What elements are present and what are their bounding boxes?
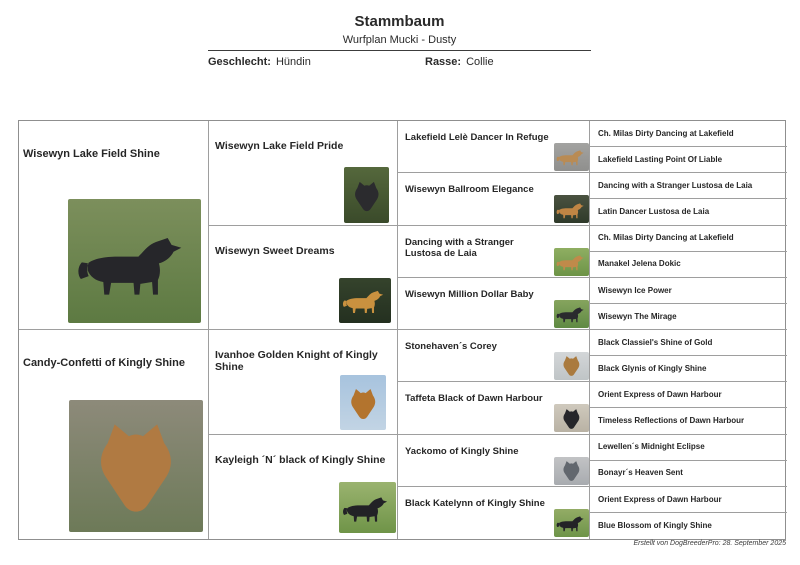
dog-name: Orient Express of Dawn Harbour (598, 390, 722, 400)
dog-photo (339, 278, 391, 323)
dog-name: Yackomo of Kingly Shine (405, 445, 519, 457)
pedigree-table (18, 120, 786, 540)
dog-name: Stonehaven´s Corey (405, 341, 497, 352)
pedigree-cell-gen2-4 (209, 435, 398, 540)
pedigree-cell-gen3-2 (398, 173, 590, 225)
dog-name: Wisewyn Sweet Dreams (215, 244, 335, 257)
dog-name: Wisewyn The Mirage (598, 311, 677, 321)
dog-photo (554, 300, 589, 328)
pedigree-cell-gen3-4 (398, 278, 590, 330)
pedigree-cell-gen3-5 (398, 330, 590, 382)
dog-silhouette-icon (342, 283, 388, 322)
dog-name: Ch. Milas Dirty Dancing at Lakefield (598, 128, 734, 138)
dog-photo (554, 404, 589, 432)
pedigree-cell-gen3-3 (398, 226, 590, 278)
header-divider (208, 50, 591, 51)
dog-name: Black Classiel's Shine of Gold (598, 337, 713, 347)
pedigree-cell-gen4-6 (590, 252, 787, 278)
dog-name: Lakefield Lasting Point Of Liable (598, 154, 723, 164)
dog-name: Bonayr´s Heaven Sent (598, 468, 683, 478)
dog-silhouette-icon (76, 214, 193, 321)
dog-silhouette-icon (342, 488, 392, 532)
pedigree-cell-gen4-8 (590, 304, 787, 330)
dog-name: Wisewyn Ice Power (598, 285, 672, 295)
pedigree-cell-gen4-12 (590, 408, 787, 434)
dog-photo (68, 199, 201, 323)
report-footer: Erstellt von DogBreederPro: 28. September 2025 (633, 540, 786, 547)
pedigree-cell-gen3-7 (398, 435, 590, 487)
dog-photo (339, 482, 396, 533)
dog-name: Ch. Milas Dirty Dancing at Lakefield (598, 233, 734, 243)
sex-label: Geschlecht: (208, 56, 271, 68)
dog-silhouette-icon (556, 146, 587, 170)
dog-name: Timeless Reflections of Dawn Harbour (598, 416, 745, 426)
dog-name: Kayleigh ´N´ black of Kingly Shine (215, 453, 386, 466)
pedigree-cell-gen4-10 (590, 356, 787, 382)
dog-silhouette-icon (343, 382, 383, 429)
pedigree-cell-gen4-3 (590, 173, 787, 199)
dog-silhouette-icon (556, 199, 587, 223)
dog-name: Dancing with a Stranger Lustosa de Laia (405, 236, 514, 260)
pedigree-cell-gen4-16 (590, 513, 787, 539)
pedigree-cell-gen2-1 (209, 121, 398, 226)
dog-silhouette-icon (556, 460, 587, 484)
pedigree-cell-gen4-15 (590, 487, 787, 513)
sex-field (208, 56, 311, 68)
page-title: Stammbaum (354, 13, 445, 30)
dog-name: Taffeta Black of Dawn Harbour (405, 393, 543, 405)
pedigree-cell-gen4-2 (590, 147, 787, 173)
dog-silhouette-icon (556, 408, 587, 432)
dog-silhouette-icon (347, 174, 387, 222)
dog-name: Wisewyn Ballroom Elegance (405, 184, 534, 196)
pedigree-cell-dam (19, 121, 209, 330)
sex-value: Hündin (275, 56, 311, 68)
pedigree-cell-gen2-3 (209, 330, 398, 435)
dog-silhouette-icon (556, 251, 587, 275)
dog-photo (554, 143, 589, 171)
dog-photo (340, 375, 386, 430)
dog-silhouette-icon (556, 355, 587, 379)
dog-silhouette-icon (556, 303, 587, 327)
dog-silhouette-icon (556, 512, 587, 536)
breed-field (425, 56, 494, 68)
dog-photo (554, 248, 589, 276)
dog-name: Manakel Jelena Dokic (598, 259, 681, 269)
pedigree-cell-gen4-14 (590, 461, 787, 487)
pedigree-cell-gen3-1 (398, 121, 590, 173)
dog-name: Blue Blossom of Kingly Shine (598, 521, 712, 531)
pedigree-cell-gen2-2 (209, 226, 398, 331)
pedigree-cell-gen3-6 (398, 382, 590, 434)
dog-name: Lakefield Lelè Dancer In Refuge (405, 132, 549, 143)
breed-label: Rasse: (425, 56, 462, 68)
dog-name: Latin Dancer Lustosa de Laia (598, 207, 710, 217)
dog-name: Wisewyn Lake Field Pride (215, 140, 344, 152)
pedigree-cell-gen4-11 (590, 382, 787, 408)
pedigree-cell-gen3-8 (398, 487, 590, 539)
dog-photo (69, 400, 203, 532)
dog-silhouette-icon (77, 416, 195, 530)
dog-name: Wisewyn Lake Field Shine (23, 148, 160, 160)
pedigree-cell-gen4-7 (590, 278, 787, 304)
dog-name: Lewellen´s Midnight Eclipse (598, 442, 705, 452)
pedigree-cell-gen4-9 (590, 330, 787, 356)
dog-name: Wisewyn Million Dollar Baby (405, 288, 534, 300)
dog-photo (554, 352, 589, 380)
breed-value: Collie (466, 56, 494, 68)
dog-name: Candy-Confetti of Kingly Shine (23, 357, 185, 369)
pedigree-cell-sire (19, 330, 209, 539)
pedigree-cell-gen4-13 (590, 435, 787, 461)
pedigree-cell-gen4-5 (590, 226, 787, 252)
dog-photo (344, 167, 389, 223)
page-subtitle: Wurfplan Mucki - Dusty (342, 34, 457, 46)
pedigree-cell-gen4-1 (590, 121, 787, 147)
dog-photo (554, 509, 589, 537)
dog-name: Orient Express of Dawn Harbour (598, 494, 722, 504)
dog-name: Ivanhoe Golden Knight of Kingly Shine (215, 349, 378, 373)
dog-photo (554, 195, 589, 223)
dog-name: Black Katelynn of Kingly Shine (405, 497, 545, 509)
dog-photo (554, 457, 589, 485)
dog-name: Black Glynis of Kingly Shine (598, 363, 707, 373)
pedigree-cell-gen4-4 (590, 199, 787, 225)
dog-name: Dancing with a Stranger Lustosa de Laia (598, 181, 753, 191)
